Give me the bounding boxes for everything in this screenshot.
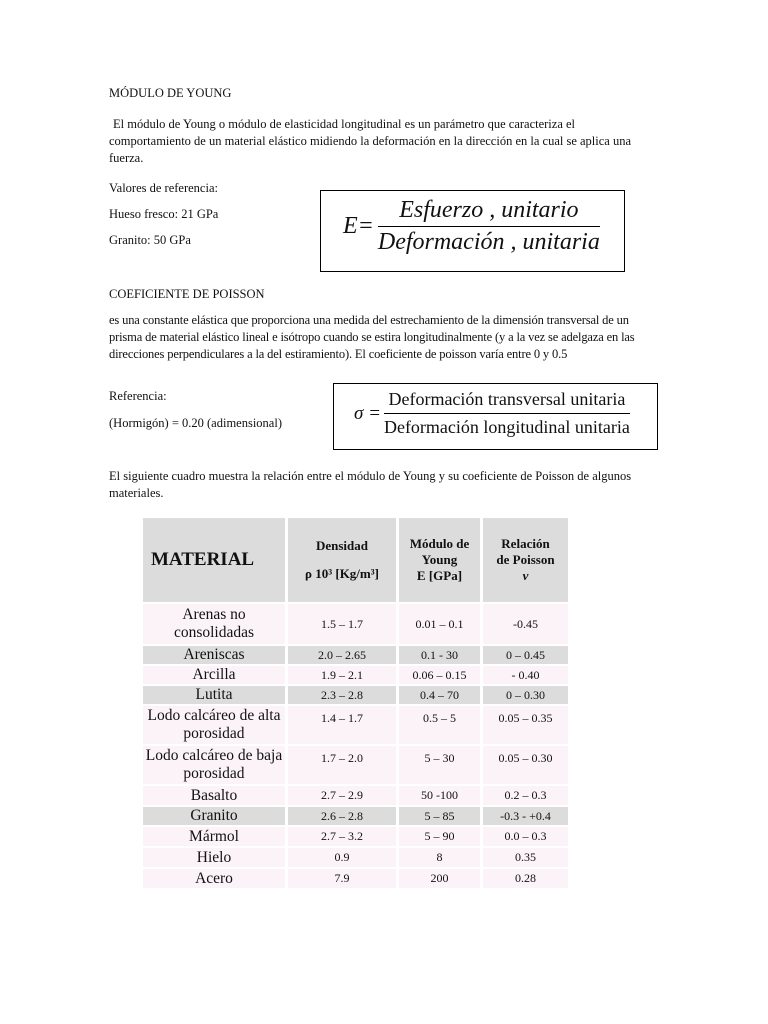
cell-material: Granito: [143, 807, 285, 825]
table-row: [143, 604, 568, 644]
young-paragraph: El módulo de Young o módulo de elasticidad longitudinal es un parámetro que caracteriza el comportamiento de un material elástico midiendo la deformación en la dirección en la cual se aplica una fuerza.: [109, 117, 632, 165]
cell-poisson: 0 – 0.30: [483, 686, 568, 704]
cell-poisson: 0.35: [483, 848, 568, 867]
table-row: [143, 786, 568, 805]
materials-table: [140, 516, 571, 890]
header-poisson-line2: de Poisson: [496, 552, 555, 567]
header-young-line2: Young: [421, 552, 458, 567]
cell-poisson: 0.05 – 0.30: [483, 746, 568, 784]
cell-young: 50 -100: [399, 786, 480, 805]
cell-young: 0.06 – 0.15: [399, 666, 480, 684]
header-young-line1: Módulo de: [409, 536, 470, 551]
header-poisson: [483, 518, 568, 602]
header-density-line1: Densidad: [315, 538, 369, 553]
cell-material: Basalto: [143, 786, 285, 805]
table-header-row: [143, 518, 568, 602]
table-row: [143, 848, 568, 867]
young-formula-lhs: E=: [343, 213, 374, 240]
poisson-formula-lhs: σ =: [354, 402, 381, 424]
cell-density: 1.9 – 2.1: [288, 666, 396, 684]
poisson-formula-denominator: Deformación longitudinal unitaria: [383, 417, 630, 438]
cell-poisson: 0 – 0.45: [483, 646, 568, 664]
table-row: [143, 746, 568, 784]
cell-poisson: 0.2 – 0.3: [483, 786, 568, 805]
young-heading: MÓDULO DE YOUNG: [109, 86, 232, 100]
young-formula-denominator: Deformación , unitaria: [377, 229, 600, 256]
cell-young: 5 – 90: [399, 827, 480, 846]
cell-poisson: - 0.40: [483, 666, 568, 684]
header-density: [288, 518, 396, 602]
cell-young: 5 – 30: [399, 746, 480, 784]
cell-poisson: 0.28: [483, 869, 568, 888]
cell-poisson: 0.0 – 0.3: [483, 827, 568, 846]
cell-density: 2.7 – 2.9: [288, 786, 396, 805]
table-row: [143, 666, 568, 684]
cell-young: 8: [399, 848, 480, 867]
table-row: [143, 827, 568, 846]
table-row: [143, 807, 568, 825]
cell-young: 0.5 – 5: [399, 706, 480, 744]
cell-density: 1.4 – 1.7: [288, 706, 396, 744]
young-formula-numerator: Esfuerzo , unitario: [399, 197, 579, 223]
cell-density: 2.3 – 2.8: [288, 686, 396, 704]
poisson-ref-title: Referencia:: [109, 389, 167, 403]
cell-material: Hielo: [143, 848, 285, 867]
cell-young: 5 – 85: [399, 807, 480, 825]
cell-density: 2.0 – 2.65: [288, 646, 396, 664]
cell-material: Arenas no consolidadas: [143, 604, 285, 644]
header-young-line3: E [GPa]: [416, 568, 463, 583]
cell-material: Lodo calcáreo de baja porosidad: [143, 746, 285, 784]
poisson-paragraph: es una constante elástica que proporciona una medida del estrechamiento de la dimensión transversal de un prisma de material elástico lineal e isótropo cuando se estira longitudinalmente (y a la vez se adelgaza en las direcciones perpendiculares a la del estiramiento). El coeficiente de poisson varía entre 0 y 0.5: [109, 313, 635, 361]
poisson-formula-box: [333, 383, 658, 450]
cell-density: 0.9: [288, 848, 396, 867]
table-row: [143, 706, 568, 744]
young-ref-title: Valores de referencia:: [109, 181, 218, 195]
cell-young: 0.4 – 70: [399, 686, 480, 704]
cell-density: 2.7 – 3.2: [288, 827, 396, 846]
poisson-heading: COEFICIENTE DE POISSON: [109, 287, 265, 301]
cell-material: Acero: [143, 869, 285, 888]
cell-poisson: -0.45: [483, 604, 568, 644]
header-material: MATERIAL: [143, 518, 285, 602]
cell-material: Areniscas: [143, 646, 285, 664]
young-formula: [343, 197, 600, 256]
cell-density: 2.6 – 2.8: [288, 807, 396, 825]
young-ref-granite: Granito: 50 GPa: [109, 233, 191, 247]
cell-material: Lutita: [143, 686, 285, 704]
cell-poisson: 0.05 – 0.35: [483, 706, 568, 744]
header-poisson-line1: Relación: [501, 536, 550, 551]
table-row: [143, 686, 568, 704]
header-poisson-line3: ν: [522, 568, 529, 583]
cell-density: 1.5 – 1.7: [288, 604, 396, 644]
cell-young: 200: [399, 869, 480, 888]
poisson-formula-numerator: Deformación transversal unitaria: [388, 389, 626, 409]
young-formula-box: [320, 190, 625, 272]
table-row: [143, 869, 568, 888]
poisson-ref-concrete: (Hormigón) = 0.20 (adimensional): [109, 416, 282, 430]
cell-material: Mármol: [143, 827, 285, 846]
cell-density: 7.9: [288, 869, 396, 888]
young-ref-bone: Hueso fresco: 21 GPa: [109, 207, 219, 221]
header-density-line2: ρ 10³ [Kg/m³]: [305, 566, 379, 581]
cell-poisson: -0.3 - +0.4: [483, 807, 568, 825]
cell-material: Lodo calcáreo de alta porosidad: [143, 706, 285, 744]
cell-material: Arcilla: [143, 666, 285, 684]
table-row: [143, 646, 568, 664]
poisson-formula: [354, 389, 630, 438]
header-young: [399, 518, 480, 602]
cell-density: 1.7 – 2.0: [288, 746, 396, 784]
table-intro: El siguiente cuadro muestra la relación entre el módulo de Young y su coeficiente de Poisson de algunos materiales.: [109, 469, 632, 500]
cell-young: 0.1 - 30: [399, 646, 480, 664]
cell-young: 0.01 – 0.1: [399, 604, 480, 644]
